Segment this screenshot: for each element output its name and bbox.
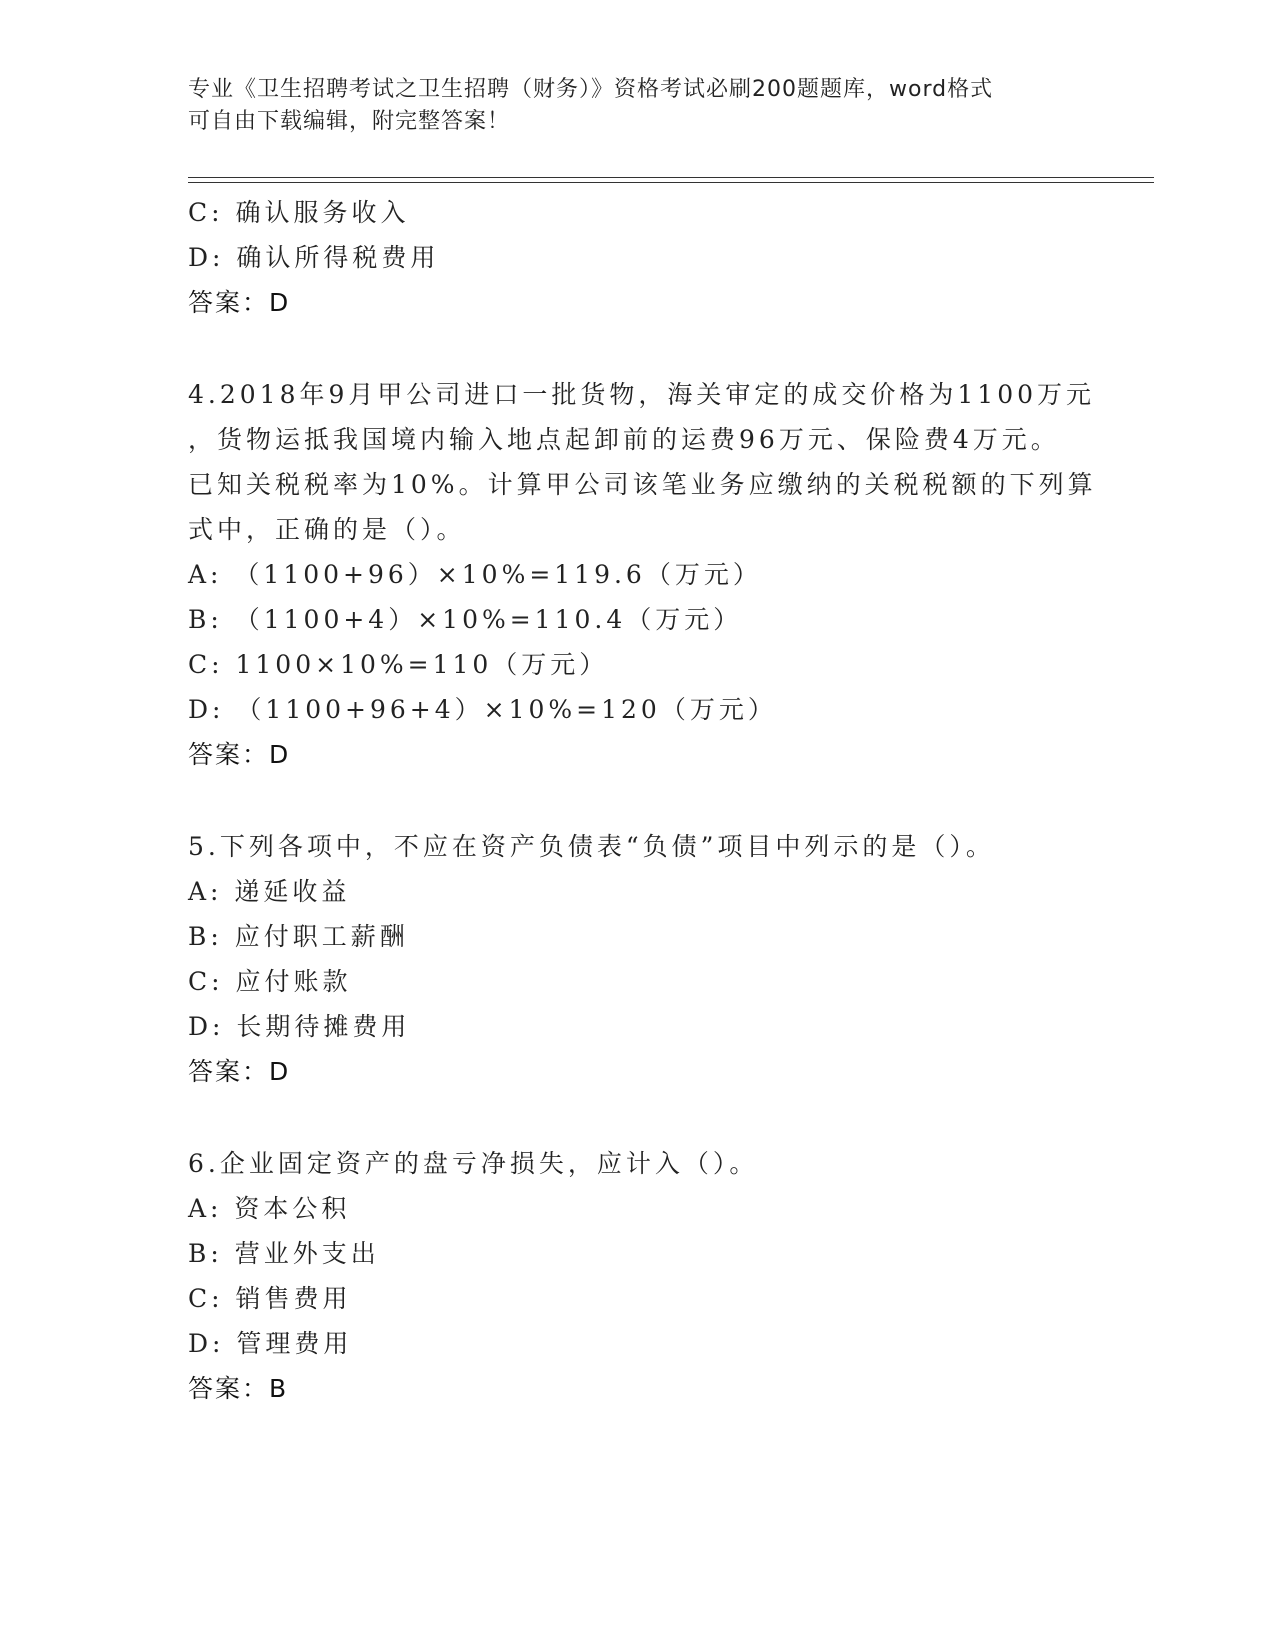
question-stem-line: ，货物运抵我国境内输入地点起卸前的运费96万元、保险费4万元。 xyxy=(188,425,1060,454)
question-3-continued xyxy=(188,190,1088,325)
spacer xyxy=(188,777,1088,824)
spacer xyxy=(188,1094,1088,1141)
option-b: B: 应付职工薪酬 xyxy=(188,922,409,951)
option-a: A: （1100+96）×10%=119.6（万元） xyxy=(188,560,762,589)
option-d: D: （1100+96+4）×10%=120（万元） xyxy=(188,695,777,724)
option-c: C: 销售费用 xyxy=(188,1284,352,1313)
header-divider-top xyxy=(188,177,1154,178)
question-6 xyxy=(188,1141,1088,1411)
question-stem-line: 5.下列各项中，不应在资产负债表“负债”项目中列示的是（）。 xyxy=(188,832,995,861)
option-c: C: 确认服务收入 xyxy=(188,198,410,227)
answer-line: 答案：D xyxy=(188,288,291,317)
question-stem-line: 4.2018年9月甲公司进口一批货物，海关审定的成交价格为1100万元 xyxy=(188,380,1096,409)
spacer xyxy=(188,325,1088,372)
question-5 xyxy=(188,824,1088,1094)
option-a: A: 资本公积 xyxy=(188,1194,351,1223)
option-b: B: 营业外支出 xyxy=(188,1239,380,1268)
option-d: D: 管理费用 xyxy=(188,1329,353,1358)
option-c: C: 应付账款 xyxy=(188,967,352,996)
question-4 xyxy=(188,372,1097,777)
document-header xyxy=(188,74,1068,138)
option-d: D: 长期待摊费用 xyxy=(188,1012,411,1041)
question-stem-line: 式中，正确的是（）。 xyxy=(188,515,466,544)
answer-line: 答案：D xyxy=(188,1057,291,1086)
answer-line: 答案：B xyxy=(188,1374,289,1403)
header-title-line-2: 可自由下载编辑，附完整答案！ xyxy=(188,109,511,134)
question-stem-line: 6.企业固定资产的盘亏净损失，应计入（）。 xyxy=(188,1149,759,1178)
header-divider-bottom xyxy=(188,182,1154,183)
header-title-line-1: 专业《卫生招聘考试之卫生招聘（财务）》资格考试必刷200题题库，word格式 xyxy=(188,77,994,102)
question-list xyxy=(188,190,1097,1411)
question-stem-line: 已知关税税率为10%。计算甲公司该笔业务应缴纳的关税税额的下列算 xyxy=(188,470,1097,499)
option-c: C: 1100×10%=110（万元） xyxy=(188,650,609,679)
option-b: B: （1100+4）×10%=110.4（万元） xyxy=(188,605,743,634)
option-a: A: 递延收益 xyxy=(188,877,351,906)
option-d: D: 确认所得税费用 xyxy=(188,243,440,272)
answer-line: 答案：D xyxy=(188,740,291,769)
